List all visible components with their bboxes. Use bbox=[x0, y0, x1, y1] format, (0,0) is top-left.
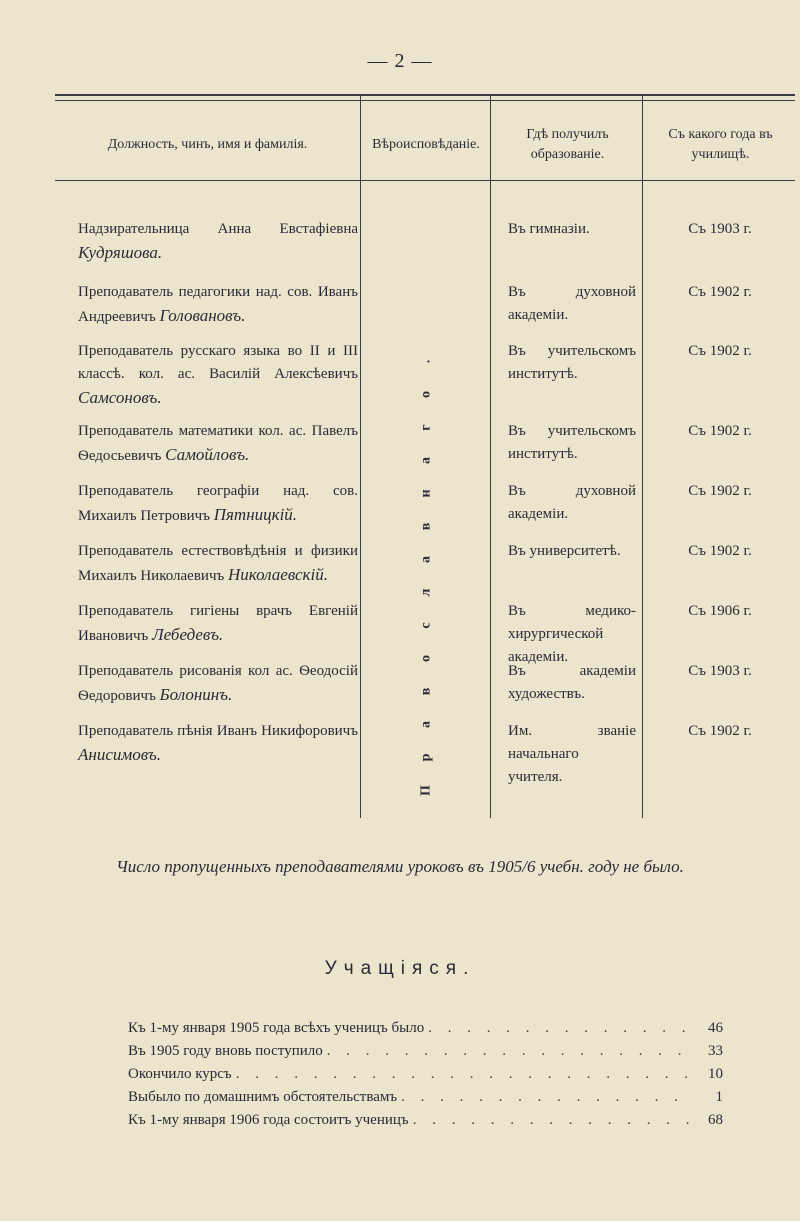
header-year: Съ какого года въ училищѣ. bbox=[668, 127, 773, 162]
cell-position bbox=[78, 281, 358, 329]
cell-position bbox=[78, 480, 358, 528]
position-text: Преподаватель гигіены врачъ Евгеній Ивановичъ bbox=[78, 603, 358, 644]
table-row bbox=[0, 540, 800, 600]
cell-year: Съ 1906 г. bbox=[688, 603, 752, 619]
students-row bbox=[128, 1043, 723, 1065]
missed-lessons-note: Число пропущенныхъ преподавателями уроковъ въ 1905/6 учебн. году не было. bbox=[116, 857, 684, 876]
cell-position bbox=[78, 600, 358, 648]
position-text: Преподаватель рисованія кол ас. Ѳеодосій Ѳедоровичъ bbox=[78, 663, 358, 704]
students-value: 10 bbox=[708, 1066, 723, 1082]
students-value: 33 bbox=[708, 1043, 723, 1059]
cell-year: Съ 1902 г. bbox=[688, 543, 752, 559]
students-value: 68 bbox=[708, 1112, 723, 1128]
students-row bbox=[128, 1066, 723, 1088]
students-row bbox=[128, 1020, 723, 1042]
cell-year: Съ 1902 г. bbox=[688, 723, 752, 739]
students-label: Къ 1-му января 1905 года всѣхъ ученицъ было bbox=[128, 1020, 425, 1036]
table-row bbox=[0, 281, 800, 341]
religion-letter: а bbox=[418, 721, 434, 728]
surname: Самсоновъ. bbox=[78, 388, 162, 407]
religion-letter: о bbox=[418, 391, 434, 398]
header-name: Должность, чинъ, имя и фамилія. bbox=[107, 137, 308, 152]
cell-education: Въ академіи художествъ. bbox=[508, 663, 636, 702]
leader-dots bbox=[323, 1043, 693, 1060]
position-text: Преподаватель географіи над. сов. Михаилъ Петровичъ bbox=[78, 483, 358, 524]
table-header-rule bbox=[55, 180, 795, 181]
cell-position bbox=[78, 660, 358, 708]
students-value: 46 bbox=[708, 1020, 723, 1036]
cell-education: Им. званіе начальнаго учителя. bbox=[508, 723, 636, 785]
religion-letter: р bbox=[418, 753, 434, 762]
students-row bbox=[128, 1089, 723, 1111]
cell-year: Съ 1903 г. bbox=[688, 221, 752, 237]
religion-letter: в bbox=[418, 687, 434, 696]
religion-letter: о bbox=[418, 655, 434, 662]
cell-position bbox=[78, 218, 358, 266]
table-row bbox=[0, 660, 800, 720]
table-row bbox=[0, 218, 800, 278]
surname: Анисимовъ. bbox=[78, 745, 161, 764]
cell-education: Въ медико-хирургической академіи. bbox=[508, 603, 636, 665]
religion-letter: а bbox=[418, 556, 434, 563]
religion-letter: а bbox=[418, 457, 434, 464]
page-number: — 2 — bbox=[367, 50, 433, 72]
students-label: Въ 1905 году вновь поступило bbox=[128, 1043, 323, 1059]
surname: Пятницкій. bbox=[213, 505, 298, 524]
cell-year: Съ 1902 г. bbox=[688, 423, 752, 439]
cell-position bbox=[78, 340, 358, 411]
position-text: Надзирательница Анна Евстафіевна bbox=[78, 221, 358, 237]
cell-position bbox=[78, 420, 358, 468]
students-label: Къ 1-му января 1906 года состоитъ ученицъ bbox=[128, 1112, 409, 1128]
position-text: Преподаватель естествовѣдѣнія и физики Михаилъ Николаевичъ bbox=[78, 543, 358, 584]
table-top-rule bbox=[55, 94, 795, 96]
table-top-rule-thin bbox=[55, 100, 795, 101]
cell-year: Съ 1902 г. bbox=[688, 284, 752, 300]
surname: Николаевскій. bbox=[228, 565, 328, 584]
table-row bbox=[0, 600, 800, 665]
religion-letter: г bbox=[418, 424, 434, 431]
cell-education: Въ гимназіи. bbox=[508, 221, 590, 237]
cell-year: Съ 1902 г. bbox=[688, 343, 752, 359]
surname: Лебедевъ. bbox=[152, 625, 224, 644]
leader-dots bbox=[397, 1089, 693, 1106]
cell-position bbox=[78, 540, 358, 588]
position-text: Преподаватель русскаго языка во II и III классѣ. кол. ас. Василій Алексѣевичъ bbox=[78, 343, 358, 382]
religion-letter: с bbox=[418, 622, 434, 629]
surname: Самойловъ. bbox=[165, 445, 250, 464]
header-education: Гдѣ получилъ образованіе. bbox=[526, 127, 609, 162]
cell-year: Съ 1902 г. bbox=[688, 483, 752, 499]
religion-letter: л bbox=[418, 588, 434, 597]
religion-letter: . bbox=[418, 359, 434, 364]
table-row bbox=[0, 340, 800, 407]
position-text: Преподаватель математики кол. ас. Павелъ Ѳедосьевичъ bbox=[78, 423, 358, 464]
cell-education: Въ духовной академіи. bbox=[508, 483, 636, 522]
religion-letter: н bbox=[418, 489, 434, 498]
religion-letter: в bbox=[418, 522, 434, 531]
students-label: Окончило курсъ bbox=[128, 1066, 232, 1082]
students-label: Выбыло по домашнимъ обстоятельствамъ bbox=[128, 1089, 398, 1105]
leader-dots bbox=[232, 1066, 693, 1083]
surname: Кудряшова. bbox=[78, 243, 163, 262]
position-text: Преподаватель пѣнія Иванъ Никифоровичъ bbox=[78, 723, 358, 739]
cell-education: Въ духовной академіи. bbox=[508, 284, 636, 323]
header-religion: Вѣроисповѣданіе. bbox=[372, 137, 480, 152]
position-text: Преподаватель педагогики над. сов. Иванъ Андреевичъ bbox=[78, 284, 358, 325]
cell-education: Въ университетѣ. bbox=[508, 543, 621, 559]
table-row bbox=[0, 720, 800, 785]
table-row bbox=[0, 420, 800, 480]
table-row bbox=[0, 480, 800, 540]
cell-position bbox=[78, 720, 358, 768]
students-row bbox=[128, 1112, 723, 1134]
cell-education: Въ учительскомъ институтѣ. bbox=[508, 423, 636, 462]
surname: Болонинъ. bbox=[159, 685, 233, 704]
cell-year: Съ 1903 г. bbox=[688, 663, 752, 679]
students-value: 1 bbox=[715, 1089, 723, 1105]
leader-dots bbox=[409, 1112, 693, 1129]
surname: Головановъ. bbox=[159, 306, 246, 325]
religion-letter: П bbox=[418, 785, 434, 796]
cell-education: Въ учительскомъ институтѣ. bbox=[508, 343, 636, 382]
students-title: Учащіяся. bbox=[324, 958, 476, 979]
leader-dots bbox=[424, 1020, 693, 1037]
